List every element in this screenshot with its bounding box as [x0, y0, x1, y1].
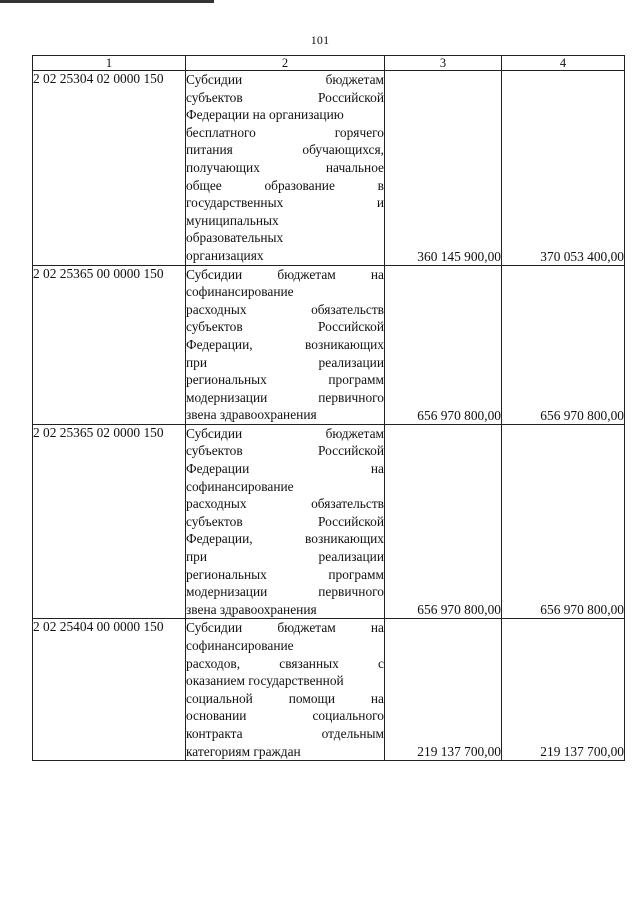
description-line: основании социального — [186, 708, 384, 724]
description-line: Федерации, возникающих — [186, 531, 384, 547]
table-row — [33, 71, 625, 266]
description-line: региональных программ — [186, 372, 384, 388]
table-row — [33, 619, 625, 761]
revenue-description-cell — [186, 265, 385, 424]
revenue-description-cell — [186, 424, 385, 619]
description-line: субъектов Российской — [186, 89, 384, 105]
description-line: звена здравоохранения — [186, 601, 317, 617]
description-line: Субсидии бюджетам — [186, 425, 384, 441]
table-header — [33, 56, 625, 71]
column-header-1: 1 — [33, 56, 186, 71]
header-row — [33, 56, 625, 71]
table-row — [33, 265, 625, 424]
description-line: субъектов Российской — [186, 319, 384, 335]
revenue-description-cell — [186, 619, 385, 761]
revenue-description-cell — [186, 71, 385, 266]
description-line: модернизации первичного — [186, 584, 384, 600]
column-header-3: 3 — [385, 56, 502, 71]
description-line: социальной помощи на — [186, 690, 384, 706]
column-header-4: 4 — [502, 56, 625, 71]
description-line: софинансирование — [186, 638, 294, 653]
description-line: софинансирование — [186, 284, 294, 300]
description-line: региональных программ — [186, 566, 384, 582]
description-line: контракта отдельным — [186, 725, 384, 741]
description-line: звена здравоохранения — [186, 407, 317, 423]
description-line: оказанием государственной — [186, 673, 344, 689]
description-line: образовательных — [186, 230, 284, 246]
top-rule — [0, 0, 214, 3]
amount-column-4-cell: 370 053 400,00 — [502, 71, 625, 266]
description-line: общее образование в — [186, 177, 384, 193]
description-line: Федерации, возникающих — [186, 336, 384, 352]
description-line: государственных и — [186, 195, 384, 211]
description-line: организациях — [186, 247, 264, 263]
description-line: Субсидии бюджетам на — [186, 620, 384, 636]
description-line: расходов, связанных с — [186, 655, 384, 671]
amount-column-4-cell: 656 970 800,00 — [502, 265, 625, 424]
description-line: Федерации на — [186, 461, 384, 477]
description-line: субъектов Российской — [186, 443, 384, 459]
revenue-code-cell: 2 02 25365 02 0000 150 — [33, 424, 186, 619]
page-number: 101 — [310, 33, 330, 47]
description-line: при реализации — [186, 354, 384, 370]
description-line: бесплатного горячего — [186, 124, 384, 140]
table-body — [33, 71, 625, 761]
description-line: расходных обязательств — [186, 496, 384, 512]
budget-revenue-table — [32, 55, 625, 761]
description-line: получающих начальное — [186, 159, 384, 175]
description-line: Федерации на организацию — [186, 107, 344, 123]
description-line: категориям граждан — [186, 743, 301, 759]
description-line: Субсидии бюджетам — [186, 72, 384, 87]
revenue-code-cell: 2 02 25404 00 0000 150 — [33, 619, 186, 761]
revenue-code-cell: 2 02 25365 00 0000 150 — [33, 265, 186, 424]
amount-column-4-cell: 656 970 800,00 — [502, 424, 625, 619]
revenue-code-cell: 2 02 25304 02 0000 150 — [33, 71, 186, 266]
amount-column-4-cell: 219 137 700,00 — [502, 619, 625, 761]
amount-column-3-cell: 656 970 800,00 — [385, 424, 502, 619]
description-line: субъектов Российской — [186, 513, 384, 529]
table-row — [33, 424, 625, 619]
description-line: софинансирование — [186, 478, 294, 494]
description-line: расходных обязательств — [186, 301, 384, 317]
amount-column-3-cell: 656 970 800,00 — [385, 265, 502, 424]
description-line: муниципальных — [186, 212, 279, 228]
amount-column-3-cell: 360 145 900,00 — [385, 71, 502, 266]
amount-column-3-cell: 219 137 700,00 — [385, 619, 502, 761]
description-line: Субсидии бюджетам на — [186, 266, 384, 282]
description-line: при реализации — [186, 549, 384, 565]
column-header-2: 2 — [186, 56, 385, 71]
description-line: питания обучающихся, — [186, 142, 384, 158]
description-line: модернизации первичного — [186, 389, 384, 405]
